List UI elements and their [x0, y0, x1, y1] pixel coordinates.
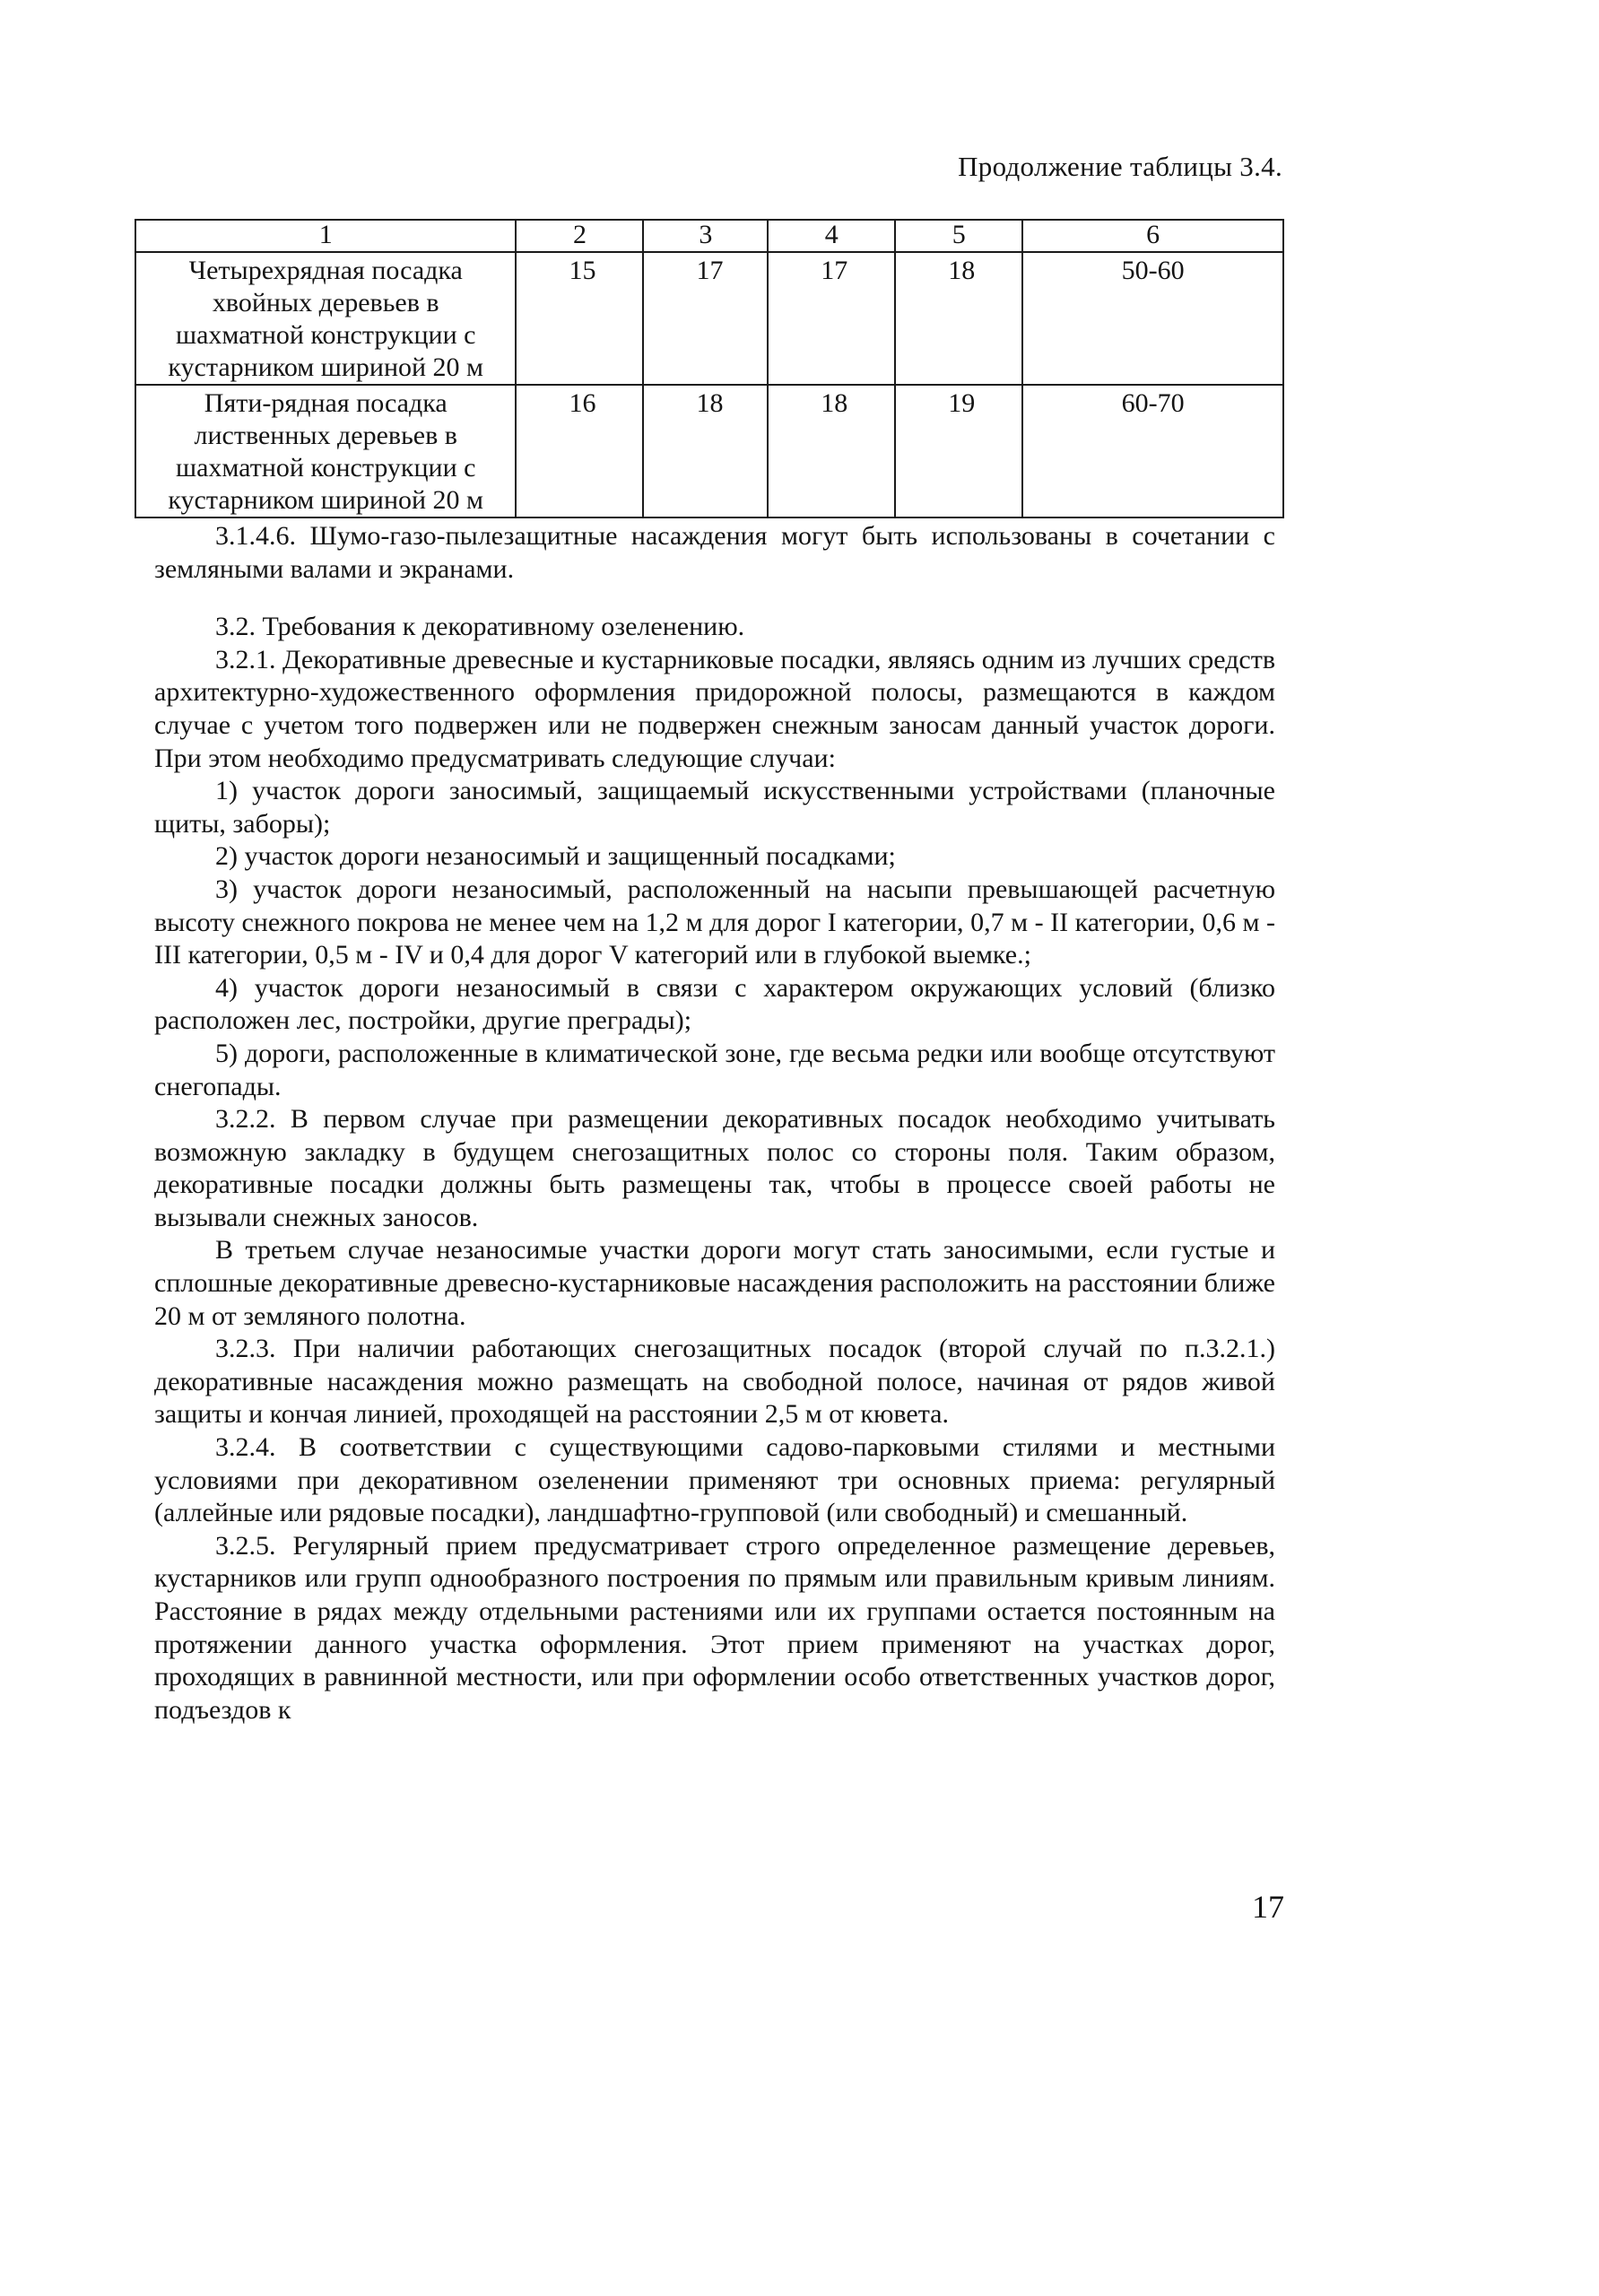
col-header-3: 3	[643, 220, 768, 252]
table-cell: 50-60	[1022, 252, 1283, 385]
table-cell: 19	[895, 385, 1022, 517]
table-cell: 60-70	[1022, 385, 1283, 517]
col-header-2: 2	[516, 220, 643, 252]
row-label-line: шахматной конструкции с	[175, 320, 476, 350]
table-3-4-continuation	[135, 219, 1284, 518]
table-cell: 17	[643, 252, 768, 385]
section-heading-3-2: 3.2. Требования к декоративному озеленению.	[215, 612, 745, 642]
row-label-line: кустарником шириной 20 м	[168, 485, 484, 515]
table-row	[135, 252, 1283, 385]
paragraph-3-2-4: 3.2.4. В соответствии с существующими садово-парковыми стилями и местными условиями при декоративном озеленении применяют три основных приема: регулярный (аллейные или рядовые посадки), ландшафтно-групповой (или свободный) и смешанный.	[154, 1432, 1275, 1528]
row-label-line: лиственных деревьев в	[194, 421, 457, 450]
col-header-1: 1	[135, 220, 516, 252]
row-label-cell	[135, 385, 516, 517]
row-label-line: Пяти-рядная посадка	[204, 388, 448, 418]
table-header-row	[135, 220, 1283, 252]
table-cell: 18	[768, 385, 895, 517]
row-label-line: шахматной конструкции с	[175, 453, 476, 483]
table-cell: 15	[516, 252, 643, 385]
list-item-case-4: 4) участок дороги незаносимый в связи с характером окружающих условий (близко расположен лес, постройки, другие преграды);	[154, 972, 1275, 1036]
row-label-cell	[135, 252, 516, 385]
table-cell: 16	[516, 385, 643, 517]
row-label-line: хвойных деревьев в	[212, 288, 439, 317]
col-header-5: 5	[895, 220, 1022, 252]
list-item-case-3: 3) участок дороги незаносимый, расположенный на насыпи превышающей расчетную высоту снежного покрова не менее чем на 1,2 м для дорог I категории, 0,7 м - II категории, 0,6 м - III категории, 0,5 м - IV и 0,4 для дорог V категорий или в глубокой выемке.;	[154, 874, 1275, 970]
page-number: 17	[1252, 1889, 1284, 1925]
row-label-line: кустарником шириной 20 м	[168, 352, 484, 382]
col-header-4: 4	[768, 220, 895, 252]
paragraph-3-2-1: 3.2.1. Декоративные древесные и кустарниковые посадки, являясь одним из лучших средств архитектурно-художественного оформления придорожной полосы, размещаются в каждом случае с учетом того подвержен или не подвержен снежным заносам данный участок дороги. При этом необходимо предусматривать следующие случаи:	[154, 644, 1275, 773]
list-item-case-1: 1) участок дороги заносимый, защищаемый искусственными устройствами (планочные щиты, заборы);	[154, 776, 1275, 839]
list-item-case-5: 5) дороги, расположенные в климатической зоне, где весьма редки или вообще отсутствуют снегопады.	[154, 1038, 1275, 1101]
document-body	[154, 520, 1275, 1726]
paragraph-3-2-2-continued: В третьем случае незаносимые участки дороги могут стать заносимыми, если густые и сплошные декоративные древесно-кустарниковые насаждения расположить на расстоянии ближе 20 м от земляного полотна.	[154, 1235, 1275, 1331]
table-continuation-caption: Продолжение таблицы 3.4.	[958, 151, 1282, 182]
table-row	[135, 385, 1283, 517]
col-header-6: 6	[1022, 220, 1283, 252]
table-cell: 18	[643, 385, 768, 517]
paragraph-3-2-5: 3.2.5. Регулярный прием предусматривает строго определенное размещение деревьев, кустарников или групп однообразного построения по прямым или правильным кривым линиям. Расстояние в рядах между отдельными растениями или их группами остается постоянным на протяжении данного участка оформления. Этот прием применяют на участках дорог, проходящих в равнинной местности, или при оформлении особо ответственных участков дорог, подъездов к	[154, 1530, 1275, 1725]
table-cell: 18	[895, 252, 1022, 385]
paragraph-3-2-3: 3.2.3. При наличии работающих снегозащитных посадок (второй случай по п.3.2.1.) декоративные насаждения можно размещать на свободной полосе, начиная от рядов живой защиты и кончая линией, проходящей на расстоянии 2,5 м от кювета.	[154, 1334, 1275, 1430]
table-cell: 17	[768, 252, 895, 385]
row-label-line: Четырехрядная посадка	[188, 256, 463, 285]
paragraph-3-2-2: 3.2.2. В первом случае при размещении декоративных посадок необходимо учитывать возможную закладку в будущем снегозащитных полос со стороны поля. Таким образом, декоративные посадки должны быть размещены так, чтобы в процессе своей работы не вызывали снежных заносов.	[154, 1104, 1275, 1232]
list-item-case-2: 2) участок дороги незаносимый и защищенный посадками;	[215, 841, 896, 872]
paragraph-3-1-4-6: 3.1.4.6. Шумо-газо-пылезащитные насаждения могут быть использованы в сочетании с земляными валами и экранами.	[154, 521, 1275, 584]
